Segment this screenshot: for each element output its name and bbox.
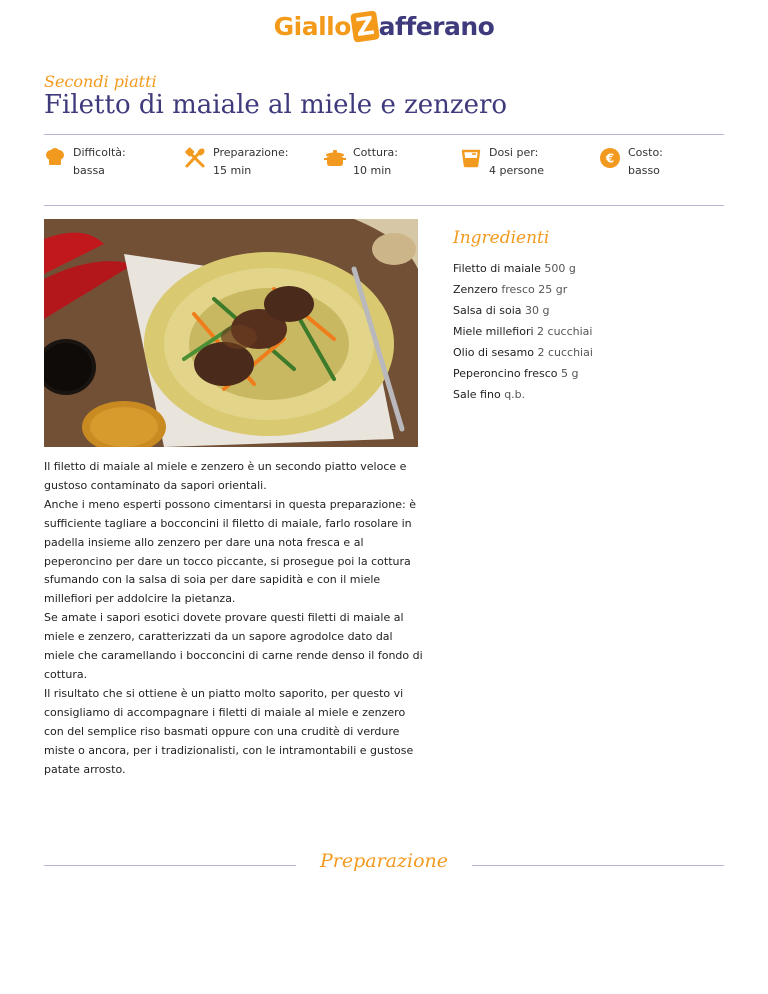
info-label: Difficoltà: <box>73 146 126 159</box>
ingredient-item <box>453 367 593 388</box>
ingredients-list <box>453 262 593 409</box>
ingredient-qty: 5 g <box>560 367 579 380</box>
divider-prep-right <box>472 865 724 866</box>
brand-logo[interactable] <box>0 12 768 41</box>
info-value: bassa <box>73 164 105 177</box>
dish-photo <box>44 219 418 447</box>
chef-hat-icon <box>44 147 66 169</box>
ingredient-name[interactable]: Peperoncino fresco <box>453 367 558 380</box>
ingredient-qty: 500 g <box>544 262 576 275</box>
info-value: basso <box>628 164 660 177</box>
info-value: 15 min <box>213 164 252 177</box>
ingredient-item <box>453 283 593 304</box>
ingredient-name[interactable]: Zenzero <box>453 283 498 296</box>
preparation-title: Preparazione <box>319 850 449 872</box>
ingredient-name[interactable]: Sale fino <box>453 388 501 401</box>
description-paragraph: Il risultato che si ottiene è un piatto molto saporito, per questo vi consigliamo di accompagnare i filetti di maiale al miele e zenzero con del semplice riso basmati oppure con una cruditè di verdure miste o ancora, per i tradizionalisti, con le intramontabili e gustose patate arrosto. <box>44 686 414 776</box>
info-label: Cottura: <box>353 146 398 159</box>
ingredient-name[interactable]: Filetto di maiale <box>453 262 541 275</box>
divider-info <box>44 205 724 206</box>
pot-icon <box>324 147 346 169</box>
category-label[interactable]: Secondi piatti <box>44 72 157 91</box>
description-paragraph: Se amate i sapori esotici dovete provare questi filetti di maiale al miele e zenzero, caratterizzati da un sapore agrodolce dato dal miele che caramellando i bocconcini di carne rende denso il fondo di cottura. <box>44 611 423 681</box>
ingredient-item <box>453 388 593 409</box>
info-value: 10 min <box>353 164 392 177</box>
logo-text-giallo: Giallo <box>273 12 351 41</box>
info-value: 4 persone <box>489 164 544 177</box>
description-paragraph: Il filetto di maiale al miele e zenzero è un secondo piatto veloce e gustoso contaminato da sapori orientali. <box>44 460 407 492</box>
info-label: Preparazione: <box>213 146 289 159</box>
ingredient-item <box>453 262 593 283</box>
ingredient-qty: q.b. <box>504 388 526 401</box>
logo-text-zafferano: afferano <box>378 12 495 41</box>
utensils-icon <box>184 147 206 169</box>
recipe-description <box>44 458 424 779</box>
divider-top <box>44 134 724 135</box>
ingredients-title: Ingredienti <box>453 228 550 248</box>
measuring-cup-icon <box>460 147 482 169</box>
ingredient-item <box>453 346 593 367</box>
ingredient-name[interactable]: Salsa di soia <box>453 304 522 317</box>
ingredient-qty: 2 cucchiai <box>537 346 593 359</box>
description-paragraph: Anche i meno esperti possono cimentarsi in questa preparazione: è sufficiente tagliare a bocconcini il filetto di maiale, farlo rosolare in padella insieme allo zenzero per dare una nota fresca e al peperoncino per dare un tocco piccante, si prosegue poi la cottura sfumando con la salsa di soia per dare sapidità e con il miele millefiori per addolcire la pietanza. <box>44 497 416 606</box>
recipe-title: Filetto di maiale al miele e zenzero <box>44 90 508 120</box>
ingredient-qty: fresco 25 gr <box>501 283 568 296</box>
logo-z-mark: Z <box>350 10 379 42</box>
svg-text:€: € <box>605 151 615 166</box>
ingredient-name[interactable]: Olio di sesamo <box>453 346 534 359</box>
ingredient-qty: 30 g <box>525 304 550 317</box>
info-label: Dosi per: <box>489 146 539 159</box>
euro-icon <box>599 147 621 169</box>
ingredient-qty: 2 cucchiai <box>537 325 593 338</box>
ingredient-name[interactable]: Miele millefiori <box>453 325 534 338</box>
ingredient-item <box>453 304 593 325</box>
info-label: Costo: <box>628 146 663 159</box>
ingredient-item <box>453 325 593 346</box>
